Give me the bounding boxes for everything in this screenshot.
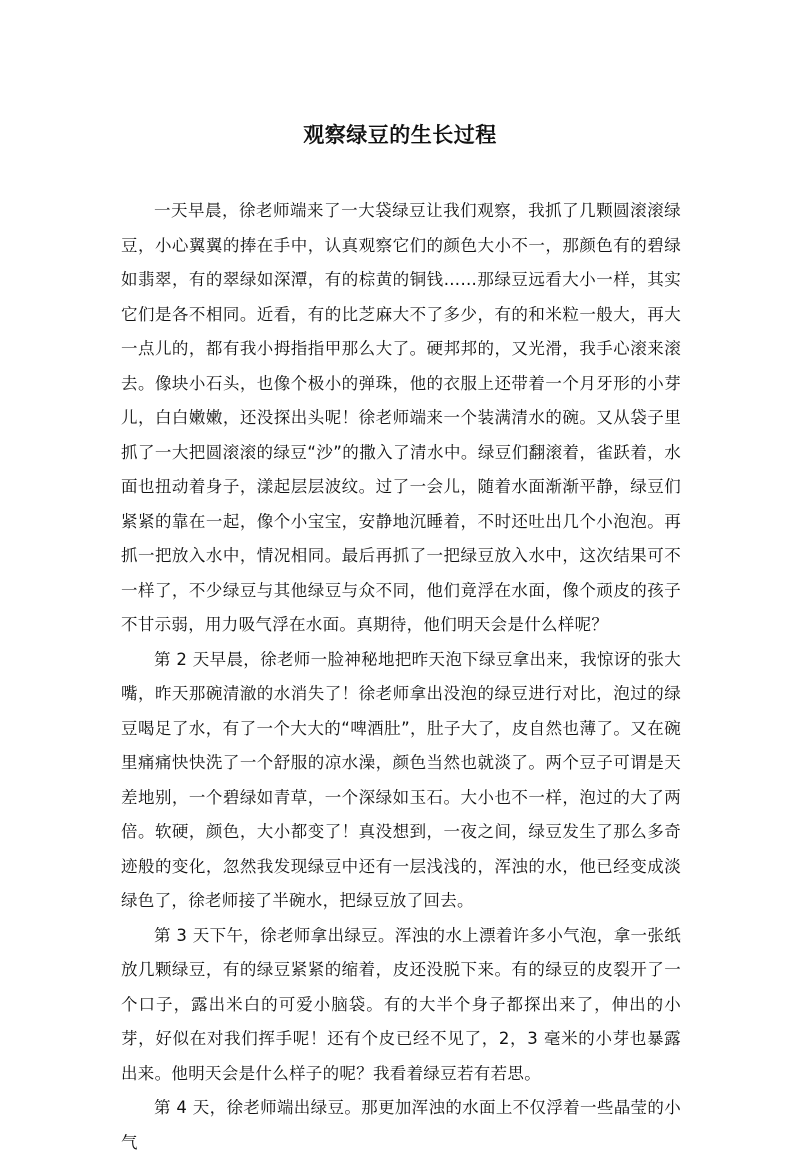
paragraph-4: 第 4 天，徐老师端出绿豆。那更加浑浊的水面上不仅浮着一些晶莹的小气	[121, 1098, 681, 1152]
paragraph-1: 一天早晨，徐老师端来了一大袋绿豆让我们观察，我抓了几颗圆滚滚绿豆，小心翼翼的捧在手中，认真观察它们的颜色大小不一，那颜色有的碧绿如翡翠，有的翠绿如深潭，有的棕黄的铜钱……那绿豆远看大小一样，其实它们是各不相同。近看，有的比芝麻大不了多少，有的和米粒一般大，再大一点儿的，都有我小拇指指甲那么大了。硬邦邦的，又光滑，我手心滚来滚去。像块小石头，也像个极小的弹珠，他的衣服上还带着一个月牙形的小芽儿，白白嫩嫩，还没探出头呢！徐老师端来一个装满清水的碗。又从袋子里抓了一大把圆滚滚的绿豆“沙”的撒入了清水中。绿豆们翻滚着，雀跃着，水面也扭动着身子，漾起层层波纹。过了一会儿，随着水面渐渐平静，绿豆们紧紧的靠在一起，像个小宝宝，安静地沉睡着，不时还吐出几个小泡泡。再抓一把放入水中，情况相同。最后再抓了一把绿豆放入水中，这次结果可不一样了，不少绿豆与其他绿豆与众不同，他们竟浮在水面，像个顽皮的孩子不甘示弱，用力吸气浮在水面。真期待，他们明天会是什么样呢？	[121, 201, 681, 634]
paragraph-3: 第 3 天下午，徐老师拿出绿豆。浑浊的水上漂着许多小气泡，拿一张纸放几颗绿豆，有的绿豆紧紧的缩着，皮还没脱下来。有的绿豆的皮裂开了一个口子，露出米白的可爱小脑袋。有的大半个身子都探出来了，伸出的小芽，好似在对我们挥手呢！还有个皮已经不见了，2，3 毫米的小芽也暴露出来。他明天会是什么样子的呢？我看着绿豆若有若思。	[121, 925, 681, 1083]
document-body	[121, 194, 681, 1160]
document-title: 观察绿豆的生长过程	[303, 123, 497, 147]
paragraph-2: 第 2 天早晨，徐老师一脸神秘地把昨天泡下绿豆拿出来，我惊讶的张大嘴，昨天那碗清澈的水消失了！徐老师拿出没泡的绿豆进行对比，泡过的绿豆喝足了水，有了一个大大的“啤酒肚”，肚子大了，皮自然也薄了。又在碗里痛痛快快洗了一个舒服的凉水澡，颜色当然也就淡了。两个豆子可谓是天差地别，一个碧绿如青草，一个深绿如玉石。大小也不一样，泡过的大了两倍。软硬，颜色，大小都变了！真没想到，一夜之间，绿豆发生了那么多奇迹般的变化，忽然我发现绿豆中还有一层浅浅的，浑浊的水，他已经变成淡绿色了，徐老师接了半碗水，把绿豆放了回去。	[121, 649, 681, 910]
